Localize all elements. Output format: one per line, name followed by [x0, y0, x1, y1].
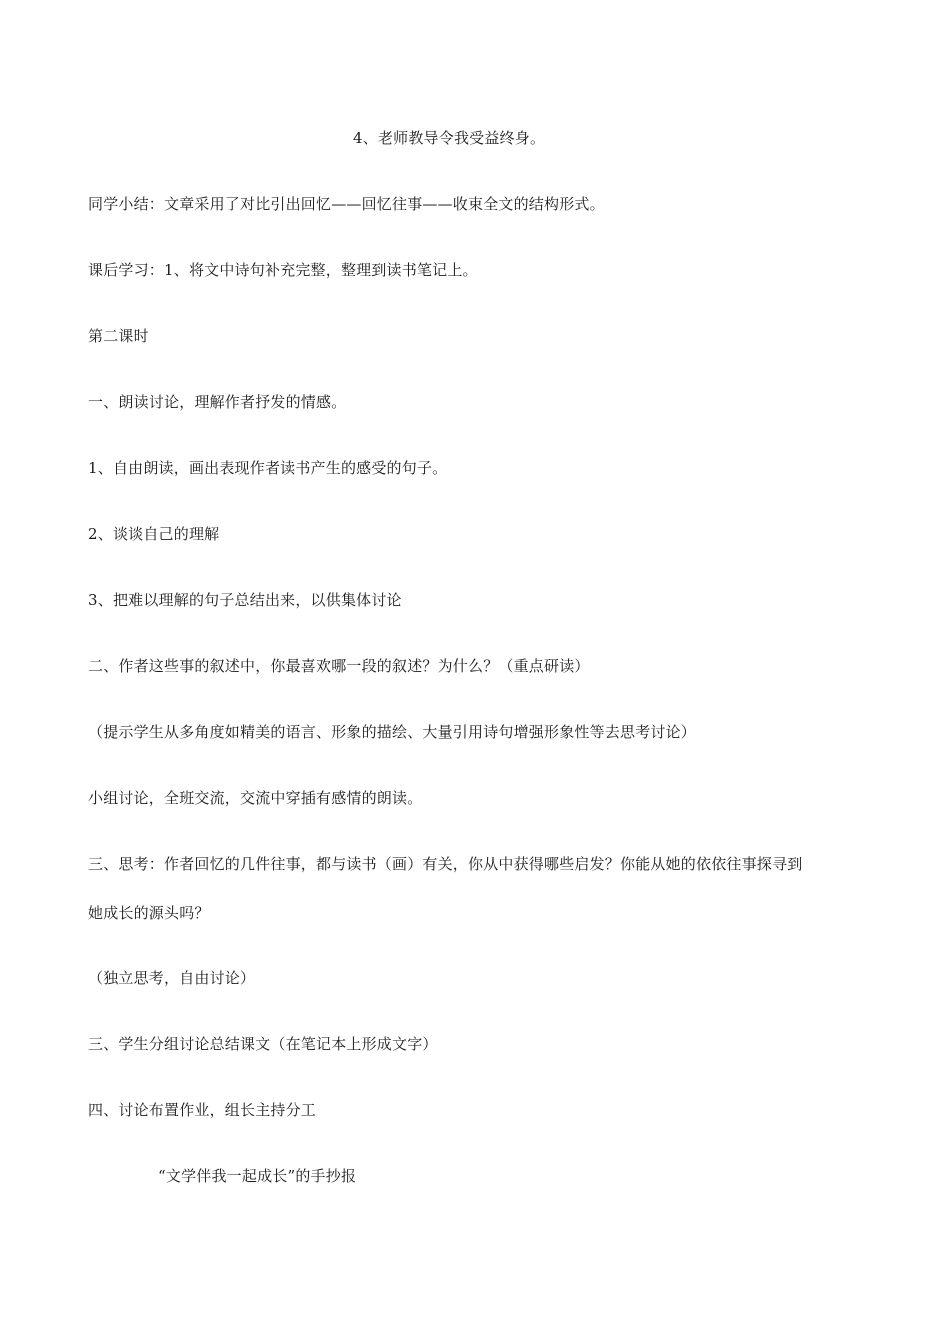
section-four-heading: 四、讨论布置作业，组长主持分工: [88, 1101, 317, 1119]
group-discussion: 小组讨论，全班交流，交流中穿插有感情的朗读。: [88, 789, 423, 807]
section-three-heading: 三、思考：作者回忆的几件往事，都与读书（画）有关，你从中获得哪些启发？你能从她的依依往事探寻到: [88, 855, 803, 873]
section-one-heading: 一、朗读讨论，理解作者抒发的情感。: [88, 393, 347, 411]
step-2-understanding: 2、谈谈自己的理解: [88, 525, 220, 543]
point-4-teacher-guidance: 4、老师教导令我受益终身。: [353, 129, 546, 147]
step-1-free-reading: 1、自由朗读，画出表现作者读书产生的感受的句子。: [88, 459, 448, 477]
student-summary: 同学小结：文章采用了对比引出回忆——回忆往事——收束全文的结构形式。: [88, 195, 605, 213]
second-lesson-heading: 第二课时: [88, 327, 149, 345]
step-3-difficult-sentences: 3、把难以理解的句子总结出来，以供集体讨论: [88, 591, 402, 609]
section-three-continuation: 她成长的源头吗？: [88, 904, 210, 922]
section-three-group-summary: 三、学生分组讨论总结课文（在笔记本上形成文字）: [88, 1035, 438, 1053]
handwritten-newspaper-task: “文学伴我一起成长”的手抄报: [158, 1167, 357, 1185]
section-two-heading: 二、作者这些事的叙述中，你最喜欢哪一段的叙述？为什么？（重点研读）: [88, 657, 590, 675]
after-class-study: 课后学习：1、将文中诗句补充完整，整理到读书笔记上。: [88, 261, 478, 279]
independent-thinking-note: （独立思考，自由讨论）: [88, 969, 256, 987]
hint-note: （提示学生从多角度如精美的语言、形象的描绘、大量引用诗句增强形象性等去思考讨论）: [88, 723, 697, 741]
